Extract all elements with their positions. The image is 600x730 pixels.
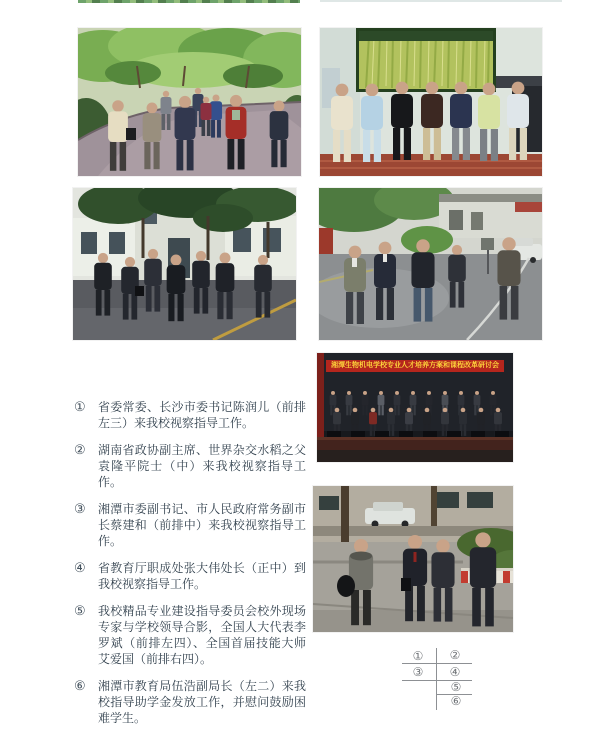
photo-4-officials-wet-road — [319, 188, 542, 340]
caption-item-2 — [74, 442, 306, 490]
key-horizontal-line-1 — [402, 663, 472, 664]
photo-6-image — [313, 486, 513, 632]
caption-text-4: 省教育厅职成处张大伟处长（正中）到我校视察指导工作。 — [98, 561, 306, 591]
photo-2-image — [320, 28, 542, 176]
caption-text-5: 我校精品专业建设指导委员会校外现场专家与学校领导合影，全国人大代表李罗斌（前排左四）、全国首届技能大师艾爱国（前排右四）。 — [98, 604, 306, 666]
caption-number-3: ③ — [74, 501, 86, 516]
page-top-photo-sliver-left — [78, 0, 300, 3]
caption-list — [74, 399, 306, 730]
photo-5-seminar-group — [317, 353, 513, 462]
page-top-photo-sliver-right — [320, 0, 562, 2]
photo-1-leaders-walking-path — [78, 28, 301, 176]
caption-item-5 — [74, 603, 306, 667]
caption-number-5: ⑤ — [74, 603, 86, 618]
caption-number-1: ① — [74, 399, 86, 414]
caption-item-3 — [74, 501, 306, 549]
key-number-2: ② — [449, 648, 461, 662]
caption-text-6: 湘潭市教育局伍浩副局长（左二）来我校指导助学金发放工作，并慰问鼓励困难学生。 — [98, 679, 306, 725]
caption-item-6 — [74, 678, 306, 726]
key-number-3: ③ — [412, 665, 424, 679]
key-number-1: ① — [412, 649, 424, 663]
caption-number-2: ② — [74, 442, 86, 457]
caption-number-6: ⑥ — [74, 678, 86, 693]
key-number-4: ④ — [449, 665, 461, 679]
photo-layout-key — [396, 646, 476, 712]
photo-4-image — [319, 188, 542, 340]
caption-text-2: 湖南省政协副主席、世界杂交水稻之父袁隆平院士（中）来我校视察指导工作。 — [98, 443, 306, 489]
caption-item-4 — [74, 560, 306, 592]
photo-1-image — [78, 28, 301, 176]
caption-text-3: 湘潭市委副书记、市人民政府常务副市长蔡建和（前排中）来我校视察指导工作。 — [98, 502, 306, 548]
caption-text-1: 省委常委、长沙市委书记陈润儿（前排左三）来我校视察指导工作。 — [98, 400, 306, 430]
photo-3-image — [73, 188, 296, 340]
key-horizontal-line-2 — [402, 680, 472, 681]
key-number-5: ⑤ — [450, 680, 462, 694]
seminar-banner: 湘潭生物机电学校专业人才培养方案和课程改革研讨会 — [326, 360, 504, 372]
photo-6-winter-walk — [313, 486, 513, 632]
caption-number-4: ④ — [74, 560, 86, 575]
photo-3-officials-street — [73, 188, 296, 340]
key-number-6: ⑥ — [450, 694, 462, 708]
photo-2-indoor-group — [320, 28, 542, 176]
caption-item-1 — [74, 399, 306, 431]
key-vertical-line — [436, 648, 437, 710]
